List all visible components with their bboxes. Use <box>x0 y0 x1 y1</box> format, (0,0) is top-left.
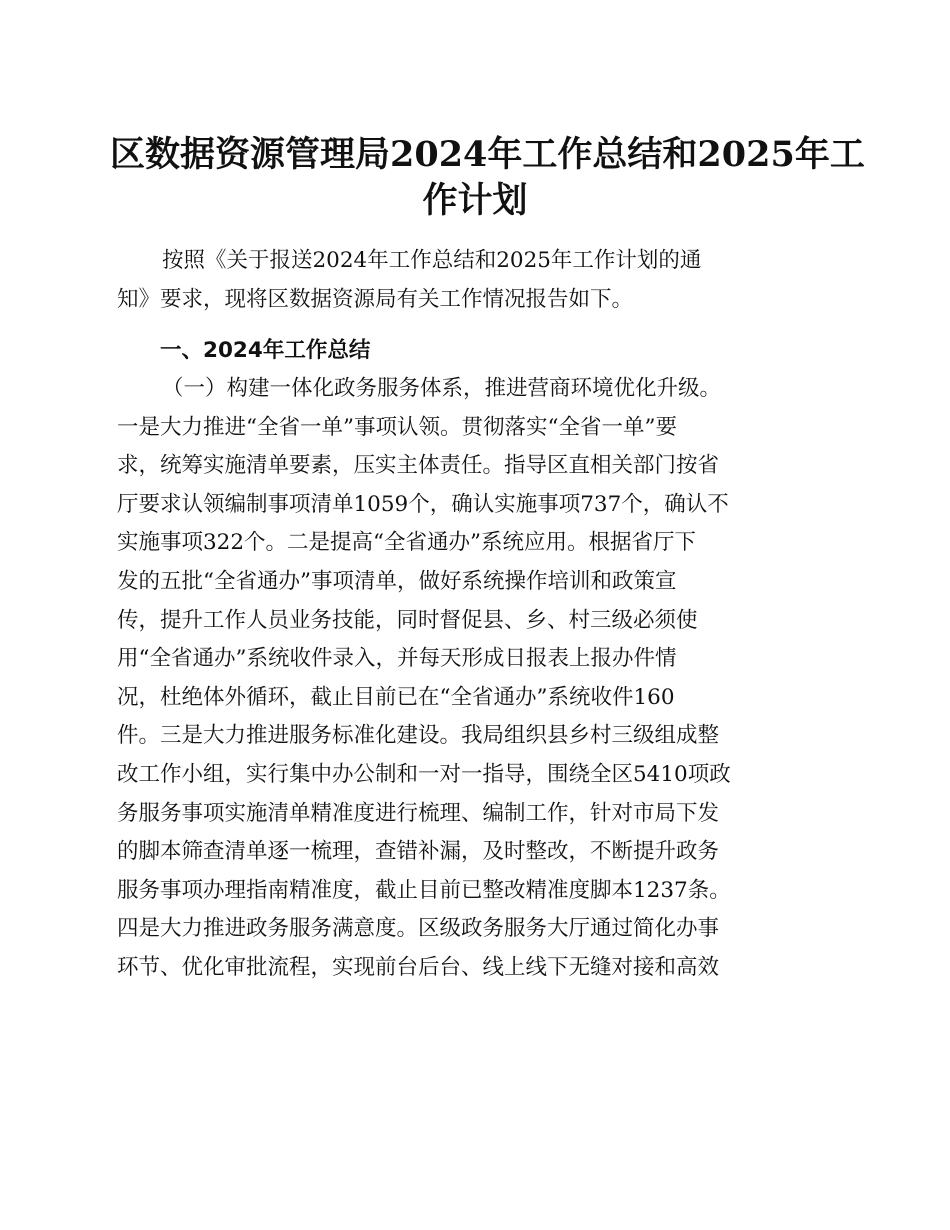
intro-line: 按照《关于报送2024年工作总结和2025年工作计划的通 <box>162 248 702 273</box>
section-heading: 一、2024年工作总结 <box>160 338 371 363</box>
document-title <box>110 132 865 224</box>
paragraph-line: 四是大力推进政务服务满意度。区级政务服务大厅通过简化办事 <box>117 916 720 942</box>
paragraph-line: 件。三是大力推进服务标准化建设。我局组织县乡村三级组成整 <box>117 723 720 749</box>
paragraph-line: 务服务事项实施清单精准度进行梳理、编制工作，针对市局下发 <box>117 800 720 826</box>
paragraph-line: 实施事项322个。二是提高“全省通办”系统应用。根据省厅下 <box>117 530 697 556</box>
paragraph-line: 传，提升工作人员业务技能，同时督促县、乡、村三级必须使 <box>117 607 698 633</box>
paragraph-line: 发的五批“全省通办”事项清单，做好系统操作培训和政策宣 <box>117 568 677 594</box>
paragraph-line: 求，统筹实施清单要素，压实主体责任。指导区直相关部门按省 <box>117 453 720 479</box>
body-paragraph <box>117 370 837 988</box>
paragraph-line: 改工作小组，实行集中办公制和一对一指导，围绕全区5410项政 <box>117 761 731 787</box>
paragraph-line: 一是大力推进“全省一单”事项认领。贯彻落实“全省一单”要 <box>117 414 677 440</box>
paragraph-line: （一）构建一体化政务服务体系，推进营商环境优化升级。 <box>162 376 722 401</box>
intro-paragraph <box>117 242 837 319</box>
paragraph-line: 厅要求认领编制事项清单1059个，确认实施事项737个，确认不 <box>117 491 729 517</box>
intro-line: 知》要求，现将区数据资源局有关工作情况报告如下。 <box>117 286 634 312</box>
paragraph-line: 环节、优化审批流程，实现前台后台、线上线下无缝对接和高效 <box>117 954 720 980</box>
title-line: 区数据资源管理局2024年工作总结和2025年工 <box>110 134 865 175</box>
paragraph-line: 用“全省通办”系统收件录入，并每天形成日报表上报办件情 <box>117 646 677 672</box>
paragraph-line: 服务事项办理指南精准度，截止目前已整改精准度脚本1237条。 <box>117 877 731 903</box>
paragraph-line: 况，杜绝体外循环，截止目前已在“全省通办”系统收件160 <box>117 684 675 710</box>
paragraph-line: 的脚本筛查清单逐一梳理，查错补漏，及时整改，不断提升政务 <box>117 839 720 865</box>
title-line: 作计划 <box>422 180 528 221</box>
